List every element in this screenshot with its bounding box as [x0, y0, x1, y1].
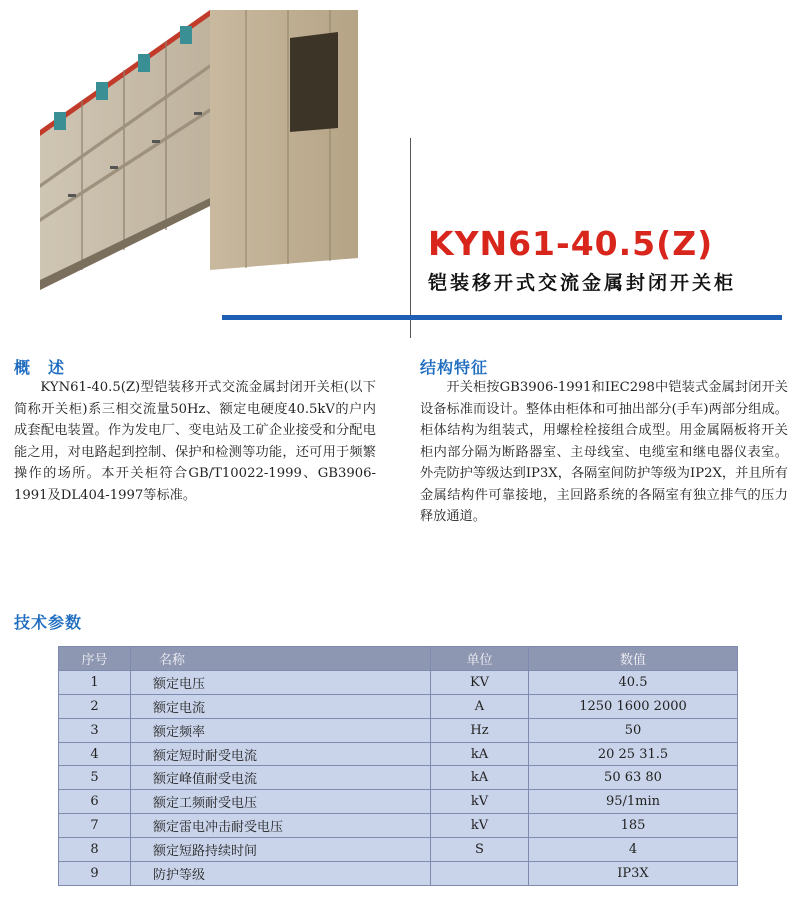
overview-text-block	[14, 377, 376, 506]
cell-unit: Hz	[431, 718, 529, 742]
structure-heading: 结构特征	[420, 358, 489, 377]
cell-unit	[431, 862, 529, 886]
overview-heading: 概 述	[14, 358, 66, 377]
table-header-row	[59, 647, 738, 671]
structure-paragraph: 开关柜按GB3906-1991和IEC298中铠装式金属封闭开关设备标准而设计。整体由柜体和可抽出部分(手车)两部分组成。柜体结构为组装式，用螺栓栓接组合成型。用金属隔板将开关柜内部分隔为断路器室、主母线室、电缆室和继电器仪表室。外壳防护等级达到IP3X，各隔室间防护等级为IP2X，并且所有金属结构件可靠接地，主回路系统的各隔室有独立排气的压力释放通道。	[420, 380, 788, 524]
col-header-name: 名称	[131, 647, 431, 671]
table-row	[59, 694, 738, 718]
table-row	[59, 742, 738, 766]
cell-unit: kV	[431, 790, 529, 814]
cell-index: 2	[59, 694, 131, 718]
cell-value: IP3X	[529, 862, 738, 886]
switchgear-cabinet-illustration	[38, 8, 368, 290]
cell-name: 额定峰值耐受电流	[131, 766, 431, 790]
tech-params-heading: 技术参数	[14, 613, 83, 632]
table-body	[59, 670, 738, 885]
cell-name: 额定电流	[131, 694, 431, 718]
cell-name: 额定短时耐受电流	[131, 742, 431, 766]
col-header-value: 数值	[529, 647, 738, 671]
table-row	[59, 862, 738, 886]
cell-value: 185	[529, 814, 738, 838]
table-row	[59, 838, 738, 862]
cell-value: 20 25 31.5	[529, 742, 738, 766]
cell-value: 1250 1600 2000	[529, 694, 738, 718]
col-header-index: 序号	[59, 647, 131, 671]
cell-name: 额定雷电冲击耐受电压	[131, 814, 431, 838]
blue-divider	[222, 315, 782, 320]
cell-name: 额定短路持续时间	[131, 838, 431, 862]
cell-unit: kV	[431, 814, 529, 838]
cell-unit: KV	[431, 670, 529, 694]
cell-index: 4	[59, 742, 131, 766]
cell-value: 50 63 80	[529, 766, 738, 790]
cell-index: 9	[59, 862, 131, 886]
cell-name: 额定频率	[131, 718, 431, 742]
col-header-unit: 单位	[431, 647, 529, 671]
cell-index: 7	[59, 814, 131, 838]
cell-unit: S	[431, 838, 529, 862]
cell-index: 5	[59, 766, 131, 790]
cell-value: 40.5	[529, 670, 738, 694]
cell-unit: kA	[431, 742, 529, 766]
vertical-divider	[410, 138, 411, 338]
table-row	[59, 670, 738, 694]
cell-name: 额定电压	[131, 670, 431, 694]
product-subtitle: 铠装移开式交流金属封闭开关柜	[428, 272, 737, 294]
cell-value: 4	[529, 838, 738, 862]
cell-value: 50	[529, 718, 738, 742]
cell-index: 8	[59, 838, 131, 862]
table-row	[59, 718, 738, 742]
table-row	[59, 790, 738, 814]
cell-value: 95/1min	[529, 790, 738, 814]
table-row	[59, 766, 738, 790]
structure-text-block	[420, 377, 788, 528]
overview-paragraph: KYN61-40.5(Z)型铠装移开式交流金属封闭开关柜(以下简称开关柜)系三相交流量50Hz、额定电硬度40.5kV的户内成套配电装置。作为发电厂、变电站及工矿企业接受和分配电能之用，对电路起到控制、保护和检测等功能，还可用于频繁操作的场所。本开关柜符合GB/T10022-1999、GB3906-1991及DL404-1997等标准。	[14, 380, 376, 503]
cell-name: 防护等级	[131, 862, 431, 886]
table-row	[59, 814, 738, 838]
cell-unit: A	[431, 694, 529, 718]
product-image	[38, 8, 368, 290]
cell-name: 额定工频耐受电压	[131, 790, 431, 814]
product-model-title: KYN61-40.5(Z)	[428, 224, 714, 263]
tech-params-table	[58, 646, 738, 886]
cell-index: 1	[59, 670, 131, 694]
cell-unit: kA	[431, 766, 529, 790]
cell-index: 3	[59, 718, 131, 742]
cell-index: 6	[59, 790, 131, 814]
